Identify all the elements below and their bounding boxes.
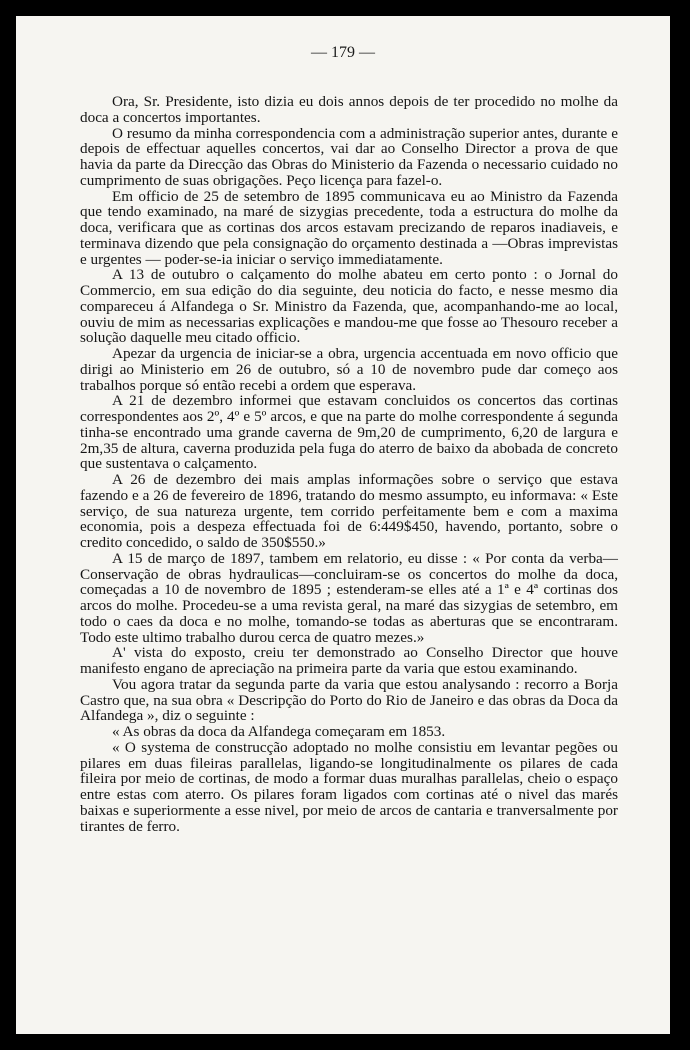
paragraph: « O systema de construcção adoptado no molhe consistiu em levantar pegões ou pilares em duas fileiras parallelas, ligando-se longitudinalmente os pilares de cada fileira por meio de cortinas, de modo a formar duas muralhas parallelas, cheio o espaço entre estas com aterro. Os pilares foram ligados com cortinas até o nivel das marés baixas e superiormente a esse nivel, por meio de arcos de cantaria e tranversalmente por tirantes de ferro. (80, 738, 618, 835)
paragraph: A 13 de outubro o calçamento do molhe abateu em certo ponto : o Jornal do Commercio, em sua edição do dia seguinte, deu noticia do facto, e nesse mesmo dia compareceu á Alfandega o Sr. Ministro da Fazenda, que, acompanhando-me ao local, ouviu de mim as necessarias explicações e mandou-me que fosse ao Thesouro receber a solução daquelle meu citado officio. (80, 266, 618, 347)
paragraph: Apezar da urgencia de iniciar-se a obra, urgencia accentuada em novo officio que dirigi ao Ministerio em 26 de outubro, só a 10 de novembro pude dar começo aos trabalhos porque só então recebi a ordem que esperava. (80, 345, 618, 394)
paragraph: Em officio de 25 de setembro de 1895 communicava eu ao Ministro da Fazenda que tendo examinado, na maré de sizygias precedente, toda a estructura do molhe da doca, verificara que as cortinas dos arcos estavam precizando de reparos inadiaveis, e terminava dizendo que pela consignação do orçamento destinada a —Obras imprevistas e urgentes — poder-se-ia iniciar o serviço immediatamente. (80, 187, 618, 268)
paragraph: A 26 de dezembro dei mais amplas informações sobre o serviço que estava fazendo e a 26 de fevereiro de 1896, tratando do mesmo assumpto, eu informava: « Este serviço, de sua natureza urgente, tem corrido perfeitamente bem e com a maxima economia, pois a despeza effectuada foi de 6:449$450, havendo, portanto, sobre o credito concedido, o saldo de 350$550.» (80, 471, 618, 551)
paragraph: O resumo da minha correspondencia com a administração superior antes, durante e depois de effectuar aquelles concertos, vai dar ao Conselho Director a prova de que havia da parte da Direcção das Obras do Ministerio da Fazenda o necessario cuidado no cumprimento de suas obrigações. Peço licença para fazel-o. (80, 124, 618, 189)
paragraph: A 21 de dezembro informei que estavam concluidos os concertos das cortinas correspondentes aos 2º, 4º e 5º arcos, e que na parte do molhe correspondente á segunda tinha-se encontrado uma grande caverna de 9m,20 de cumprimento, 6,20 de largura e 2m,35 de altura, caverna produzida pela fuga do aterro de baixo da abobada de concreto que sustentava o calçamento. (80, 392, 618, 473)
document-page (16, 16, 670, 1034)
paragraph: « As obras da doca da Alfandega começaram em 1853. (112, 723, 446, 740)
paragraph: Ora, Sr. Presidente, isto dizia eu dois annos depois de ter procedido no molhe da doca a concertos importantes. (80, 93, 618, 126)
body-text (80, 94, 618, 834)
paragraph: A' vista do exposto, creiu ter demonstrado ao Conselho Director que houve manifesto engano de apreciação na primeira parte da varia que estou examinando. (80, 644, 618, 677)
page-number: — 179 — (311, 44, 375, 61)
paragraph: A 15 de março de 1897, tambem em relatorio, eu disse : « Por conta da verba—Conservação de obras hydraulicas—concluiram-se os concertos do molhe da doca, começadas a 10 de novembro de 1895 ; estenderam-se elles até a 1ª e 4ª cortinas dos arcos do molhe. Procedeu-se a uma revista geral, na maré das sizygias de setembro, em todo o caes da doca e no molhe, tomando-se todas as aberturas que se encontraram. Todo este ultimo trabalho durou cerca de quatro mezes.» (80, 549, 618, 646)
paragraph: Vou agora tratar da segunda parte da varia que estou analysando : recorro a Borja Castro que, na sua obra « Descripção do Porto do Rio de Janeiro e das obras da Doca da Alfandega », diz o seguinte : (80, 675, 618, 725)
